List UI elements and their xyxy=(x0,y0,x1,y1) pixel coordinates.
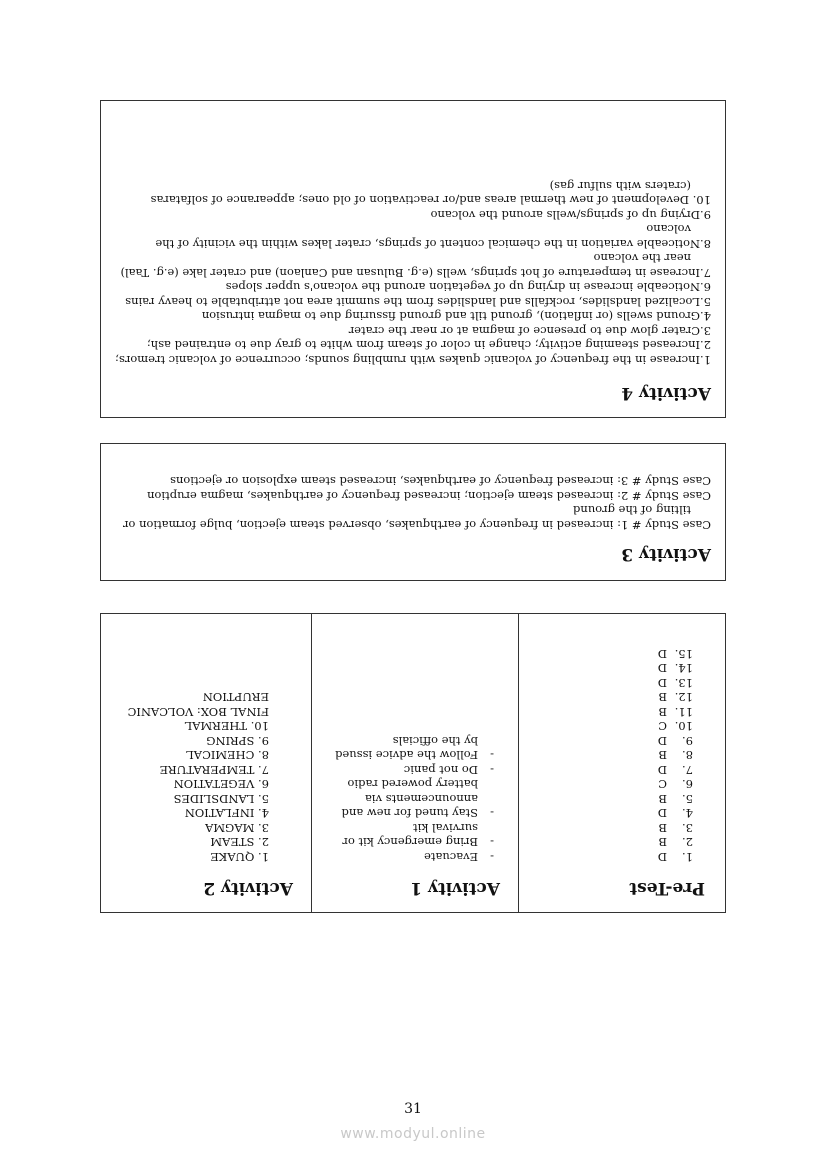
page-number: 31 xyxy=(404,1101,422,1117)
list-item: - Stay tuned for new and announcements via battery powered radio xyxy=(341,777,494,821)
list-item: 6. VEGETATION xyxy=(173,777,269,792)
list-item: - Evacuate xyxy=(424,850,494,864)
list-item: 14.D xyxy=(657,661,693,676)
list-item: FINAL BOX: VOLCANIC xyxy=(127,705,269,719)
list-item: 10. Development of new thermal areas and/or reactivation of old ones; appearance of solfataras (craters with sulfur gas) xyxy=(150,179,711,208)
list-item: 9. SPRING xyxy=(206,734,269,748)
watermark-link[interactable]: www.modyul.online xyxy=(340,1126,486,1142)
list-item: 4. INFLATION xyxy=(184,806,269,821)
list-item: 7.Increase in temperature of hot springs, wells (e.g. Bulusan and Canlaon) and crater lake (e.g. Taal) near the volcano xyxy=(120,251,711,280)
case-study-3: Case Study # 3: increased frequency of earthquakes, increased steam explosion or ejections xyxy=(170,474,711,489)
activity1-box xyxy=(307,613,519,913)
list-item: 11.B xyxy=(658,705,693,719)
case-study-2: Case Study # 2: increased steam ejection; increased frequency of earthquakes, magma eruption xyxy=(147,489,711,503)
list-item: 3. MAGMA xyxy=(205,821,269,835)
activity1-title: Activity 1 xyxy=(410,878,500,898)
list-item: 8.B xyxy=(658,748,693,763)
list-item: 5.Localized landslides, rockfalls and landslides from the summit area not attributable to heavy rains xyxy=(125,295,711,309)
list-item: - Bring emergency kit or survival kit xyxy=(342,821,494,850)
list-item: 6.C xyxy=(658,777,693,792)
list-item: 10.C xyxy=(658,719,693,734)
list-item: 7. TEMPERATURE xyxy=(159,763,269,777)
list-item: 1. QUAKE xyxy=(210,850,269,864)
activity1-list xyxy=(326,734,500,865)
pretest-answer-list xyxy=(533,647,705,865)
list-item: 3.B xyxy=(658,821,693,835)
list-item: 12.B xyxy=(658,690,693,705)
case-study-1: Case Study # 1: increased in frequency of earthquakes, observed steam ejection, bulge formation or tilting of the ground xyxy=(122,503,711,532)
activity2-title: Activity 2 xyxy=(203,878,293,898)
list-item: 10. THERMAL xyxy=(184,719,269,734)
list-item: ERUPTION xyxy=(202,690,269,705)
list-item: 9.D xyxy=(657,734,693,748)
pretest-title: Pre-Test xyxy=(629,878,705,898)
list-item: 1.D xyxy=(657,850,693,864)
activity2-list xyxy=(119,690,293,864)
list-item: - Do not panic xyxy=(403,763,494,777)
list-item: 6.Noticeable increase in drying up of vegetation around the volcano's upper slopes xyxy=(225,280,711,295)
list-item: 9.Drying up of springs/wells around the volcano xyxy=(430,208,711,222)
list-item: 5.B xyxy=(658,792,693,806)
list-item: 2. STEAM xyxy=(210,835,269,850)
list-item: 1.Increase in the frequency of volcanic quakes with rumbling sounds; occurrence of volcanic tremors; xyxy=(115,353,711,367)
list-item: 15.D xyxy=(657,647,693,661)
list-item: - Follow the advice issued by the officials xyxy=(335,734,494,763)
list-item: 3.Crater glow due to presence of magma at or near the crater xyxy=(348,324,711,338)
list-item: 2.B xyxy=(658,835,693,850)
activity4-title: Activity 4 xyxy=(621,383,711,403)
list-item: 4.D xyxy=(657,806,693,821)
list-item: 13.D xyxy=(657,676,693,690)
activity4-list xyxy=(115,179,711,368)
list-item: 4.Ground swells (or inflation), ground tilt and ground fissuring due to magma intrusion xyxy=(201,309,711,324)
list-item: 5. LANDSLIDES xyxy=(173,792,269,806)
pretest-box xyxy=(514,613,726,913)
activity4-box xyxy=(100,100,726,418)
activity2-box xyxy=(100,613,312,913)
list-item: 2.Increased steaming activity; change in color of steam from white to gray due to entrained ash; xyxy=(146,338,711,353)
activity3-title: Activity 3 xyxy=(621,544,711,564)
activity3-box xyxy=(100,443,726,581)
list-item: 7.D xyxy=(657,763,693,777)
list-item: 8. CHEMICAL xyxy=(186,748,269,763)
list-item: 8.Noticeable variation in the chemical content of springs, crater lakes within the vicinity of the volcano xyxy=(155,222,711,251)
